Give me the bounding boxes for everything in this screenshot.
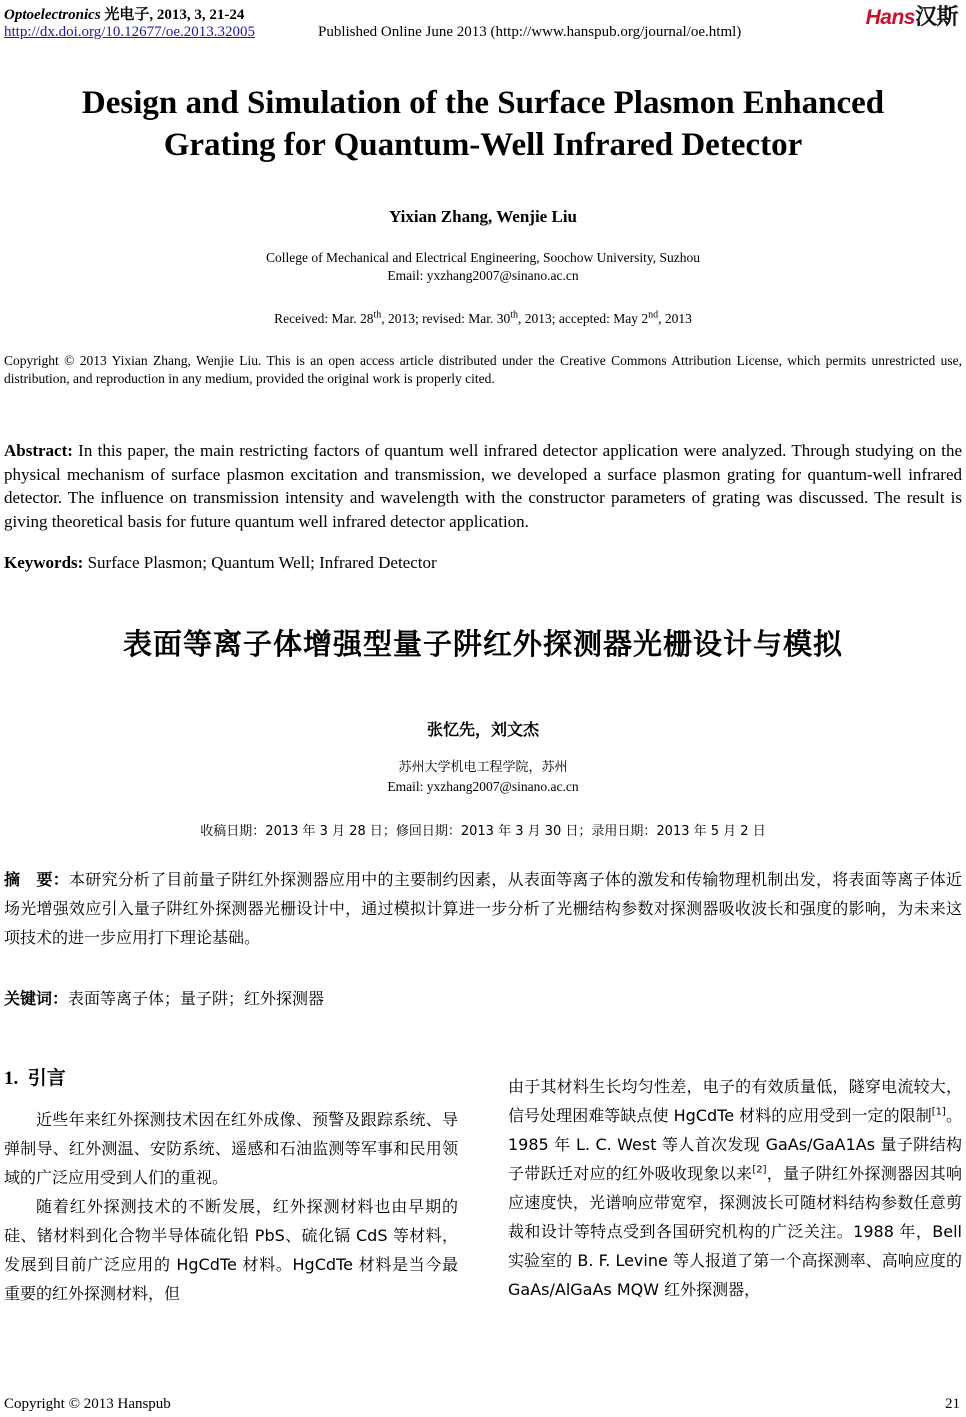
abstract-label: Abstract: [4,441,73,460]
cn-keywords-text: 表面等离子体；量子阱；红外探测器 [68,989,325,1008]
accepted-sup: nd [648,309,659,321]
cn-abstract-text: 本研究分析了目前量子阱红外探测器应用中的主要制约因素，从表面等离子体的激发和传输物理机制出发，将表面等离子体近场光增强效应引入量子阱红外探测器光栅设计中，通过模拟计算进一步分析了光栅结构参数对探测器吸收波长和强度的影响，为未来这项技术的进一步应用打下理论基础。 [4,870,962,947]
received-sup: th [373,309,382,321]
section-number: 1. [4,1068,19,1089]
citation-ref-2[interactable]: [2] [752,1164,767,1176]
paragraph-3 [508,1072,962,1304]
cn-keywords [4,986,324,1009]
revised-sup: th [510,309,519,321]
cn-keywords-label: 关键词： [4,989,69,1008]
journal-header [4,3,244,24]
footer-copyright: Copyright © 2013 Hanspub [4,1396,171,1412]
accepted-year: , 2013 [658,311,692,326]
received-date: Received: Mar. 28 [274,311,374,326]
section-heading [4,1063,66,1090]
title-line-1: Design and Simulation of the Surface Plasmon Enhanced [81,85,885,121]
logo-latin: Hans [865,6,915,29]
abstract [4,439,962,533]
cn-authors: 张忆先，刘文杰 [426,720,539,739]
paragraph-1: 近些年来红外探测技术因在红外成像、预警及跟踪系统、导弹制导、红外测温、安防系统、遥感和石油监测等军事和民用领域的广泛应用受到人们的重视。 [4,1110,458,1187]
right-column [508,1072,962,1304]
cn-received-dates: 收稿日期：2013 年 3 月 28 日；修回日期：2013 年 3 月 30 日；录用日期：2013 年 5 月 2 日 [200,824,766,839]
published-online: Published Online June 2013 (http://www.hanspub.org/journal/oe.html) [318,24,742,40]
email: Email: yxzhang2007@sinano.ac.cn [387,268,579,283]
paper-title [0,82,966,166]
title-line-2: Grating for Quantum-Well Infrared Detector [163,127,803,163]
cn-affiliation-block [0,758,966,796]
revised-date: , 2013; revised: Mar. 30 [381,311,511,326]
copyright-notice: Copyright © 2013 Yixian Zhang, Wenjie Liu. This is an open access article distributed under the Creative Commons Attribution License, which permits unrestricted use, distribution, and reproduction in any medium, provided the original work is properly cited. [4,353,962,386]
keywords [4,553,437,573]
citation-ref-1[interactable]: [1] [931,1106,946,1118]
journal-citation: , 2013, 3, 21-24 [149,7,245,23]
cn-abstract-label: 摘 要： [4,870,69,889]
paragraph-2: 随着红外探测技术的不断发展，红外探测材料也由早期的硅、锗材料到化合物半导体硫化铅 PbS、硫化镉 CdS 等材料，发展到目前广泛应用的 HgCdTe 材料。HgCdTe 材料是当今最重要的红外探测材料，但 [4,1197,458,1303]
received-dates [0,311,966,327]
doi-link[interactable]: http://dx.doi.org/10.12677/oe.2013.32005 [4,24,255,40]
keywords-text: Surface Plasmon; Quantum Well; Infrared Detector [83,553,437,572]
paragraph-3-part-c: ，量子阱红外探测器因其响应速度快，光谱响应带宽窄，探测波长可随材料结构参数任意剪裁和设计等特点受到各国研究机构的广泛关注。1988 年，Bell 实验室的 B. F. Levine 等人报道了第一个高探测率、高响应度的 GaAs/AlGaAs MQW 红外探测器， [508,1164,962,1299]
page-number: 21 [945,1396,960,1412]
cn-title: 表面等离子体增强型量子阱红外探测器光栅设计与模拟 [122,627,843,661]
cn-abstract [4,865,962,952]
keywords-label: Keywords: [4,553,84,572]
journal-name-cn: 光电子 [104,7,150,23]
paragraph-3-part-b: 。1985 年 L. C. West 等人首次发现 GaAs/GaA1As 量子阱结构子带跃迁对应的红外吸收现象以来 [508,1106,962,1183]
left-column [4,1105,458,1308]
paragraph-3-part-a: 由于其材料生长均匀性差，电子的有效质量低，隧穿电流较大，信号处理困难等缺点使 HgCdTe 材料的应用受到一定的限制 [508,1077,962,1125]
logo-cn: 汉斯 [914,4,958,29]
authors: Yixian Zhang, Wenjie Liu [389,207,577,226]
cn-affiliation: 苏州大学机电工程学院，苏州 [398,760,568,775]
cn-email: Email: yxzhang2007@sinano.ac.cn [387,779,579,794]
section-title: 引言 [27,1067,66,1089]
affiliation-block [0,249,966,285]
journal-name: Optoelectronics [4,7,101,23]
abstract-text: In this paper, the main restricting factors of quantum well infrared detector application were analyzed. Through studying on the physical mechanism of surface plasmon excitation and transmission, we developed a surface plasmon grating for quantum-well infrared detector. The influence on transmission intensity and wavelength with the constructor parameters of grating was discussed. The result is giving theoretical basis for future quantum well infrared detector application. [4,441,962,531]
hans-logo [866,0,958,31]
accepted-date: , 2013; accepted: May 2 [518,311,649,326]
affiliation: College of Mechanical and Electrical Engineering, Soochow University, Suzhou [266,250,700,265]
